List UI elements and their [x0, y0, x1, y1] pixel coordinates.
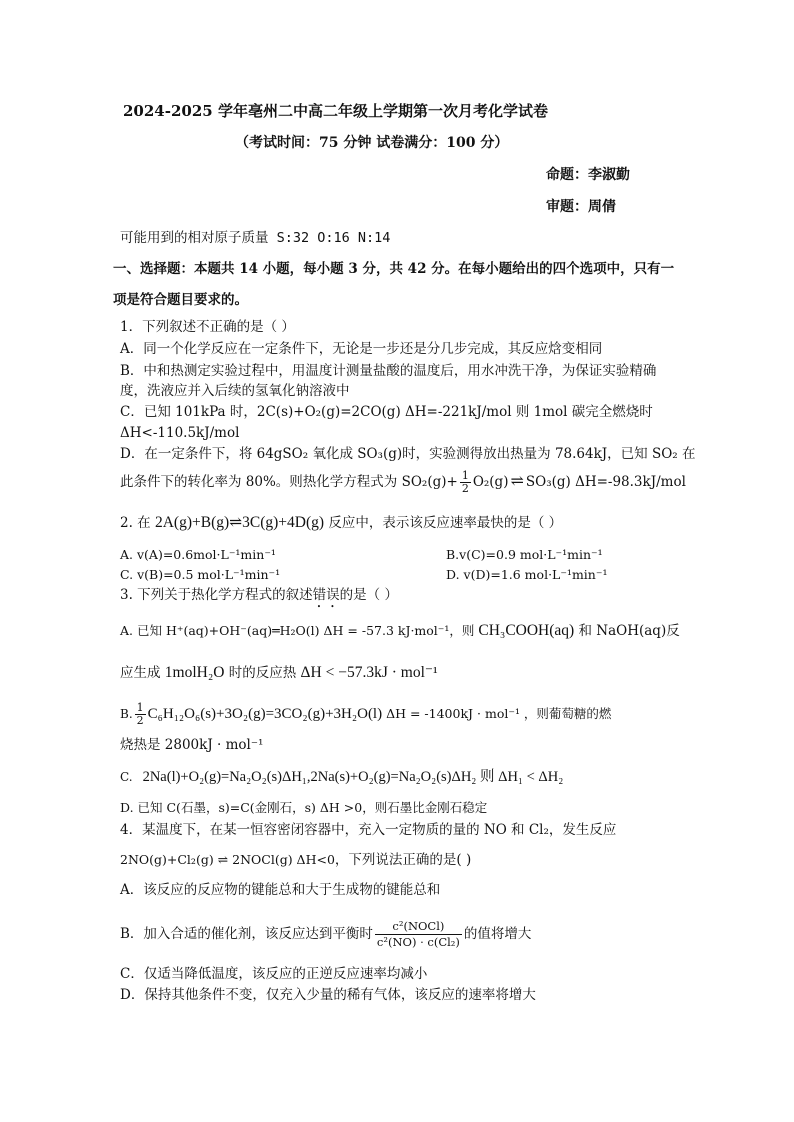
q3-option-c: [120, 765, 563, 789]
q3-a-pre: A. 已知 H⁺(aq)+OH⁻(aq)═H₂O(l) ΔH = -57.3 kJ·mol⁻¹，则: [120, 623, 479, 638]
section-heading-line1: 一、选择题：本题共 14 小题，每小题 3 分，共 42 分。在每小题给出的四个选项中，只有一: [113, 261, 675, 277]
q4-stem-line2: [120, 849, 471, 871]
q1-option-a: A．同一个化学反应在一定条件下，无论是一步还是分几步完成，其反应焓变相同: [120, 341, 603, 357]
q3-b-post: ΔH = -1400kJ · mol⁻¹ ，则葡萄糖的燃: [382, 706, 612, 721]
fraction-denominator: 2: [136, 714, 144, 727]
q4-b-ratio-fraction: [375, 919, 462, 950]
q3-b-half-fraction: [135, 702, 146, 727]
q3-b-glucose-equation: C₆H₁₂O₆(s)+3O₂(g)=3CO₂(g)+3H₂O(l): [147, 706, 383, 722]
half-fraction: [460, 470, 471, 495]
q3-c-equations: 2Na(l)+O₂(g)=Na₂O₂(s)ΔH₁,2Na(s)+O₂(g)=Na₂O₂(s)ΔH₂: [142, 769, 477, 785]
q1-stem: 1．下列叙述不正确的是（ ）: [120, 319, 295, 335]
fraction-denominator: c²(NO) · c(Cl₂): [376, 935, 460, 949]
exam-info: （考试时间：75 分钟 试卷满分：100 分）: [235, 135, 509, 151]
q3-option-d: D. 已知 C(石墨，s)=C(金刚石，s) ΔH >0，则石墨比金刚石稳定: [120, 800, 488, 815]
q1-option-b-line2: 度，洗液应并入后续的氢氧化钠溶液中: [120, 383, 350, 399]
q4-option-a: A．该反应的反应物的键能总和大于生成物的键能总和: [120, 882, 441, 898]
exam-title: 2024-2025 学年亳州二中高二年级上学期第一次月考化学试卷: [123, 102, 548, 120]
q3-c-label: C.: [120, 770, 133, 784]
fraction-numerator: c²(NOCl): [375, 919, 462, 935]
q2-stem: [120, 512, 562, 534]
fraction-numerator: 1: [136, 701, 144, 714]
q3-c-post: 则 ΔH₁ < ΔH₂: [476, 769, 564, 785]
q3-option-a-line2: [120, 662, 438, 684]
q3-stem-emphasis: 错误: [312, 587, 340, 603]
q4-stem-line1: 4．某温度下，在某一恒容密闭容器中，充入一定物质的量的 NO 和 Cl₂，发生反应: [120, 822, 617, 838]
q3-a2-mid: 时的反应热: [224, 665, 301, 681]
q2-option-c: C. v(B)=0.5 mol·L⁻¹min⁻¹: [120, 567, 281, 582]
fraction-denominator: 2: [461, 482, 469, 495]
q1-d-text-post: SO₃(g) ΔH=-98.3kJ/mol: [525, 474, 686, 490]
q4-b-pre: B．加入合适的催化剂，该反应达到平衡时: [120, 926, 373, 942]
q4-reaction-equation: 2NO(g)+Cl₂(g) ⇌ 2NOCl(g) ΔH<0: [120, 852, 335, 867]
q4-b-post: 的值将增大: [463, 926, 532, 942]
q4-option-c: C．仅适当降低温度，该反应的正逆反应速率均减小: [120, 966, 428, 982]
q1-option-c-line1: C．已知 101kPa 时，2C(s)+O₂(g)=2CO(g) ΔH=-221kJ/mol 则 1mol 碳完全燃烧时: [120, 404, 653, 420]
q1-option-d-line2: [120, 466, 686, 497]
q3-option-a-line1: [120, 620, 680, 642]
q4-option-b: [120, 914, 531, 954]
q4-stem-post: ，下列说法正确的是( ): [334, 852, 472, 868]
q3-a2-dh: ΔH < −57.3kJ · mol⁻¹: [300, 664, 438, 681]
reviewer-line: 审题：周倩: [546, 199, 616, 215]
q1-d-text-pre: 此条件下的转化率为 80%。则热化学方程式为 SO₂(g)+: [120, 474, 458, 490]
atomic-masses: 可能用到的相对原子质量 S:32 O:16 N:14: [120, 230, 391, 246]
q1-option-d-line1: D．在一定条件下，将 64gSO₂ 氧化成 SO₃(g)时，实验测得放出热量为 78.64kJ，已知 SO₂ 在: [120, 446, 696, 462]
q3-a-post: 和 NaOH(aq)反: [574, 623, 680, 639]
q3-stem: [120, 586, 398, 611]
q1-option-b-line1: B．中和热测定实验过程中，用温度计测量盐酸的温度后，用水冲洗干净，为保证实验精确: [120, 363, 657, 379]
q3-b-label: B.: [120, 707, 133, 721]
q3-a-acetic-acid: CH₃COOH(aq): [478, 622, 575, 639]
q3-option-b-line1: [120, 697, 611, 731]
q2-option-b: B.v(C)=0.9 mol·L⁻¹min⁻¹: [446, 547, 603, 562]
q1-option-c-line2: ΔH<-110.5kJ/mol: [120, 425, 240, 441]
fraction-numerator: 1: [461, 469, 469, 482]
q4-option-d: D．保持其他条件不变，仅充入少量的稀有气体，该反应的速率将增大: [120, 987, 536, 1003]
q1-d-text-mid: O₂(g): [472, 474, 509, 490]
q3-option-b-line2: 烧热是 2800kJ · mol⁻¹: [120, 737, 264, 753]
section-heading-line2: 项是符合题目要求的。: [113, 292, 248, 308]
q2-option-d: D. v(D)=1.6 mol·L⁻¹min⁻¹: [446, 567, 608, 582]
q3-stem-post: 的是（ ）: [339, 587, 398, 603]
q2-option-a: A. v(A)=0.6mol·L⁻¹min⁻¹: [120, 547, 276, 562]
q3-stem-pre: 3. 下列关于热化学方程式的叙述: [120, 587, 313, 603]
q2-reaction-equation: 2A(g)+B(g)⇌3C(g)+4D(g): [154, 514, 325, 531]
q3-a2-pre: 应生成: [120, 665, 165, 681]
q2-stem-pre: 2. 在: [120, 515, 155, 531]
author-line: 命题：李淑勤: [546, 167, 630, 183]
equilibrium-arrow-icon: ⇌: [510, 471, 524, 490]
q3-a2-formula: 1molH₂O: [164, 664, 225, 681]
q2-stem-post: 反应中，表示该反应速率最快的是（ ）: [324, 515, 563, 531]
